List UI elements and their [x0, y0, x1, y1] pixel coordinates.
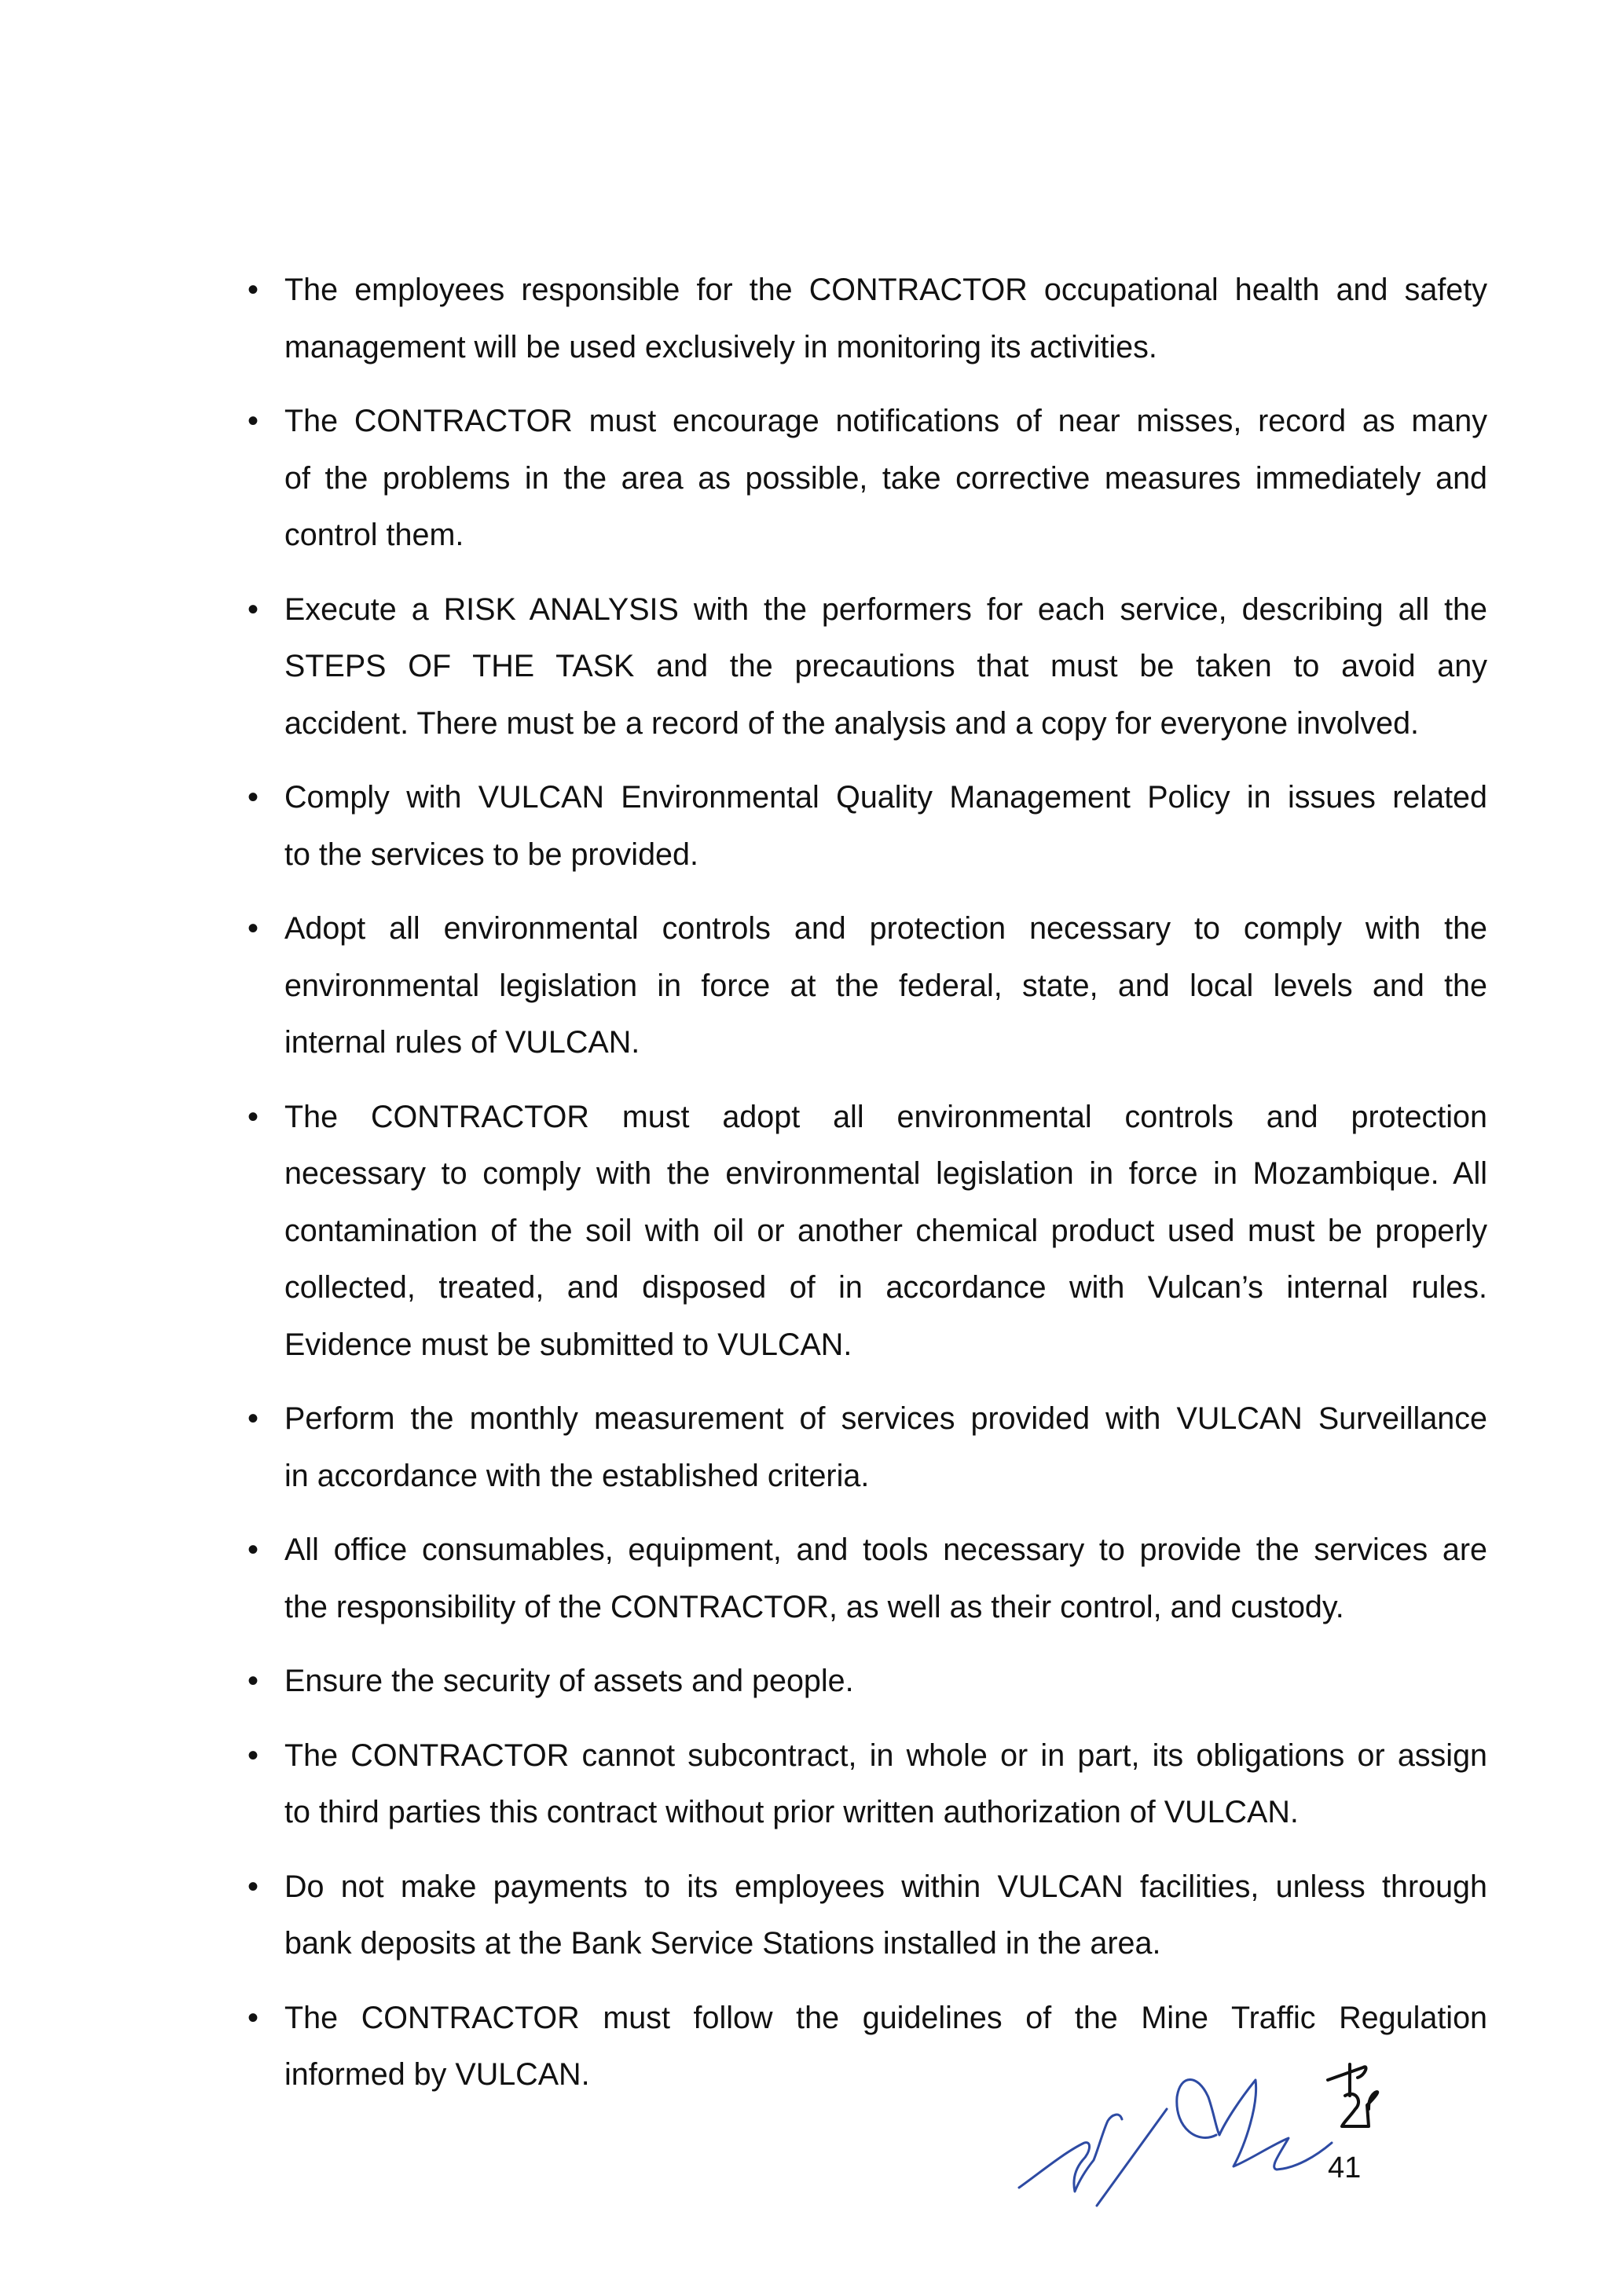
list-item-line: STEPS OF THE TASK and the precautions that must be taken to avoid any: [284, 649, 1487, 683]
list-item: [0, 1089, 1624, 1374]
bullet-icon: •: [247, 911, 258, 946]
list-item-line: Ensure the security of assets and people.: [284, 1664, 854, 1698]
bullet-icon: •: [247, 404, 258, 438]
list-item-line: All office consumables, equipment, and tools necessary to provide the services are: [284, 1532, 1487, 1567]
bullet-icon: •: [247, 1401, 258, 1436]
signature-stroke: [1177, 2080, 1332, 2170]
list-item-line: Do not make payments to its employees within VULCAN facilities, unless through: [284, 1869, 1487, 1904]
list-item-line: the responsibility of the CONTRACTOR, as well as their control, and custody.: [284, 1589, 1344, 1624]
bullet-icon: •: [247, 780, 258, 815]
bullet-icon: •: [247, 1664, 258, 1698]
list-item: [0, 393, 1624, 564]
list-item-line: accident. There must be a record of the analysis and a copy for everyone involved.: [284, 705, 1420, 741]
list-item-line: management will be used exclusively in monitoring its activities.: [284, 329, 1157, 364]
bullet-icon: •: [247, 591, 258, 627]
list-item-line: Evidence must be submitted to VULCAN.: [284, 1327, 852, 1362]
list-item-line: to the services to be provided.: [284, 837, 698, 872]
list-item: [0, 1727, 1624, 1841]
bullet-list: [0, 262, 1624, 2121]
initials-stroke: [1342, 2092, 1377, 2126]
list-item-line: The CONTRACTOR must adopt all environmental controls and protection: [284, 1099, 1487, 1134]
bullet-icon: •: [247, 1532, 258, 1567]
list-item-line: of the problems in the area as possible, take corrective measures immediately and: [284, 460, 1487, 496]
list-item-line: necessary to comply with the environmental legislation in force in Mozambique. All: [284, 1156, 1487, 1191]
list-item-line: environmental legislation in force at the federal, state, and local levels and the: [284, 968, 1487, 1003]
list-item: [0, 1858, 1624, 1972]
list-item: [0, 769, 1624, 883]
list-item-line: in accordance with the established criteria.: [284, 1458, 870, 1493]
list-item-line: The CONTRACTOR must encourage notifications of near misses, record as many: [284, 404, 1487, 438]
list-item: [0, 1522, 1624, 1635]
list-item-line: Adopt all environmental controls and protection necessary to comply with the: [284, 911, 1487, 946]
list-item: [0, 262, 1624, 375]
list-item-line: bank deposits at the Bank Service Stations installed in the area.: [284, 1926, 1161, 1961]
list-item-line: contamination of the soil with oil or another chemical product used must be properly: [284, 1213, 1487, 1248]
list-item-line: The CONTRACTOR must follow the guidelines of the Mine Traffic Regulation: [284, 2000, 1487, 2035]
list-item-line: control them.: [284, 518, 464, 552]
bullet-icon: •: [247, 1869, 258, 1904]
bullet-icon: •: [247, 1099, 258, 1134]
initials-stroke: [1328, 2067, 1366, 2080]
list-item-line: informed by VULCAN.: [284, 2057, 590, 2092]
list-item-line: Comply with VULCAN Environmental Quality Management Policy in issues related: [284, 780, 1487, 815]
list-item-line: Execute a RISK ANALYSIS with the performers for each service, describing all the: [284, 591, 1487, 627]
bullet-icon: •: [247, 1738, 258, 1773]
list-item-line: collected, treated, and disposed of in accordance with Vulcan’s internal rules.: [284, 1270, 1487, 1305]
list-item: [0, 1653, 1624, 1710]
list-item-line: The employees responsible for the CONTRACTOR occupational health and safety: [284, 273, 1487, 307]
bullet-icon: •: [247, 273, 258, 307]
list-item: [0, 581, 1624, 753]
list-item-line: internal rules of VULCAN.: [284, 1025, 640, 1060]
list-item-line: Perform the monthly measurement of services provided with VULCAN Surveillance: [284, 1401, 1487, 1436]
signature: [1006, 2042, 1556, 2239]
page-number: 41: [1328, 2151, 1362, 2184]
bullet-icon: •: [247, 2000, 258, 2035]
signature-stroke: [1019, 2115, 1122, 2192]
list-item-line: The CONTRACTOR cannot subcontract, in whole or in part, its obligations or assign: [284, 1738, 1487, 1773]
list-item-line: to third parties this contract without prior written authorization of VULCAN.: [284, 1795, 1299, 1829]
list-item: [0, 900, 1624, 1071]
list-item: [0, 1390, 1624, 1504]
